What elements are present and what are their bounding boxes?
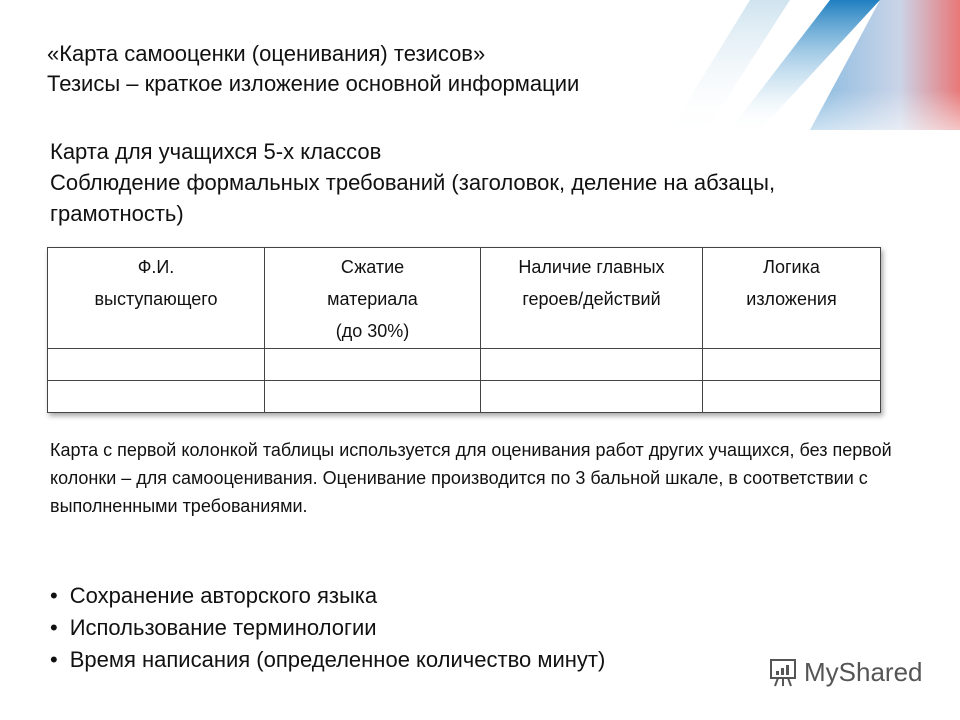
note-text: Карта с первой колонкой таблицы используется для оценивания работ других учащихся, без первой колонки – для самооценивания. Оценивание производится по 3 бальной шкале, в соответствии с выполненными требованиями. — [50, 440, 892, 516]
list-item: • Использование терминологии — [50, 612, 605, 644]
header-main-heroes: Наличие главных героев/действий — [481, 248, 703, 349]
assessment-table — [47, 247, 881, 413]
presentation-board-icon — [768, 656, 798, 688]
slide-title: «Карта самооценки (оценивания) тезисов» — [47, 41, 486, 66]
table-header-row — [48, 248, 881, 349]
header-compression: Сжатие материала (до 30%) — [265, 248, 481, 349]
header-logic: Логика изложения — [703, 248, 881, 349]
bullet-list — [50, 580, 605, 676]
card-description — [50, 136, 850, 229]
table-row — [48, 349, 881, 381]
card-line-1: Карта для учащихся 5-х классов — [50, 139, 382, 164]
table-row — [48, 381, 881, 413]
header-name: Ф.И. выступающего — [48, 248, 265, 349]
myshared-logo — [768, 656, 923, 688]
logo-text: MyShared — [804, 656, 923, 687]
list-item: • Время написания (определенное количество минут) — [50, 644, 605, 676]
card-line-2: Соблюдение формальных требований (заголовок, деление на абзацы, грамотность) — [50, 170, 776, 226]
list-item: • Сохранение авторского языка — [50, 580, 605, 612]
slide-subtitle: Тезисы – краткое изложение основной информации — [47, 71, 580, 96]
